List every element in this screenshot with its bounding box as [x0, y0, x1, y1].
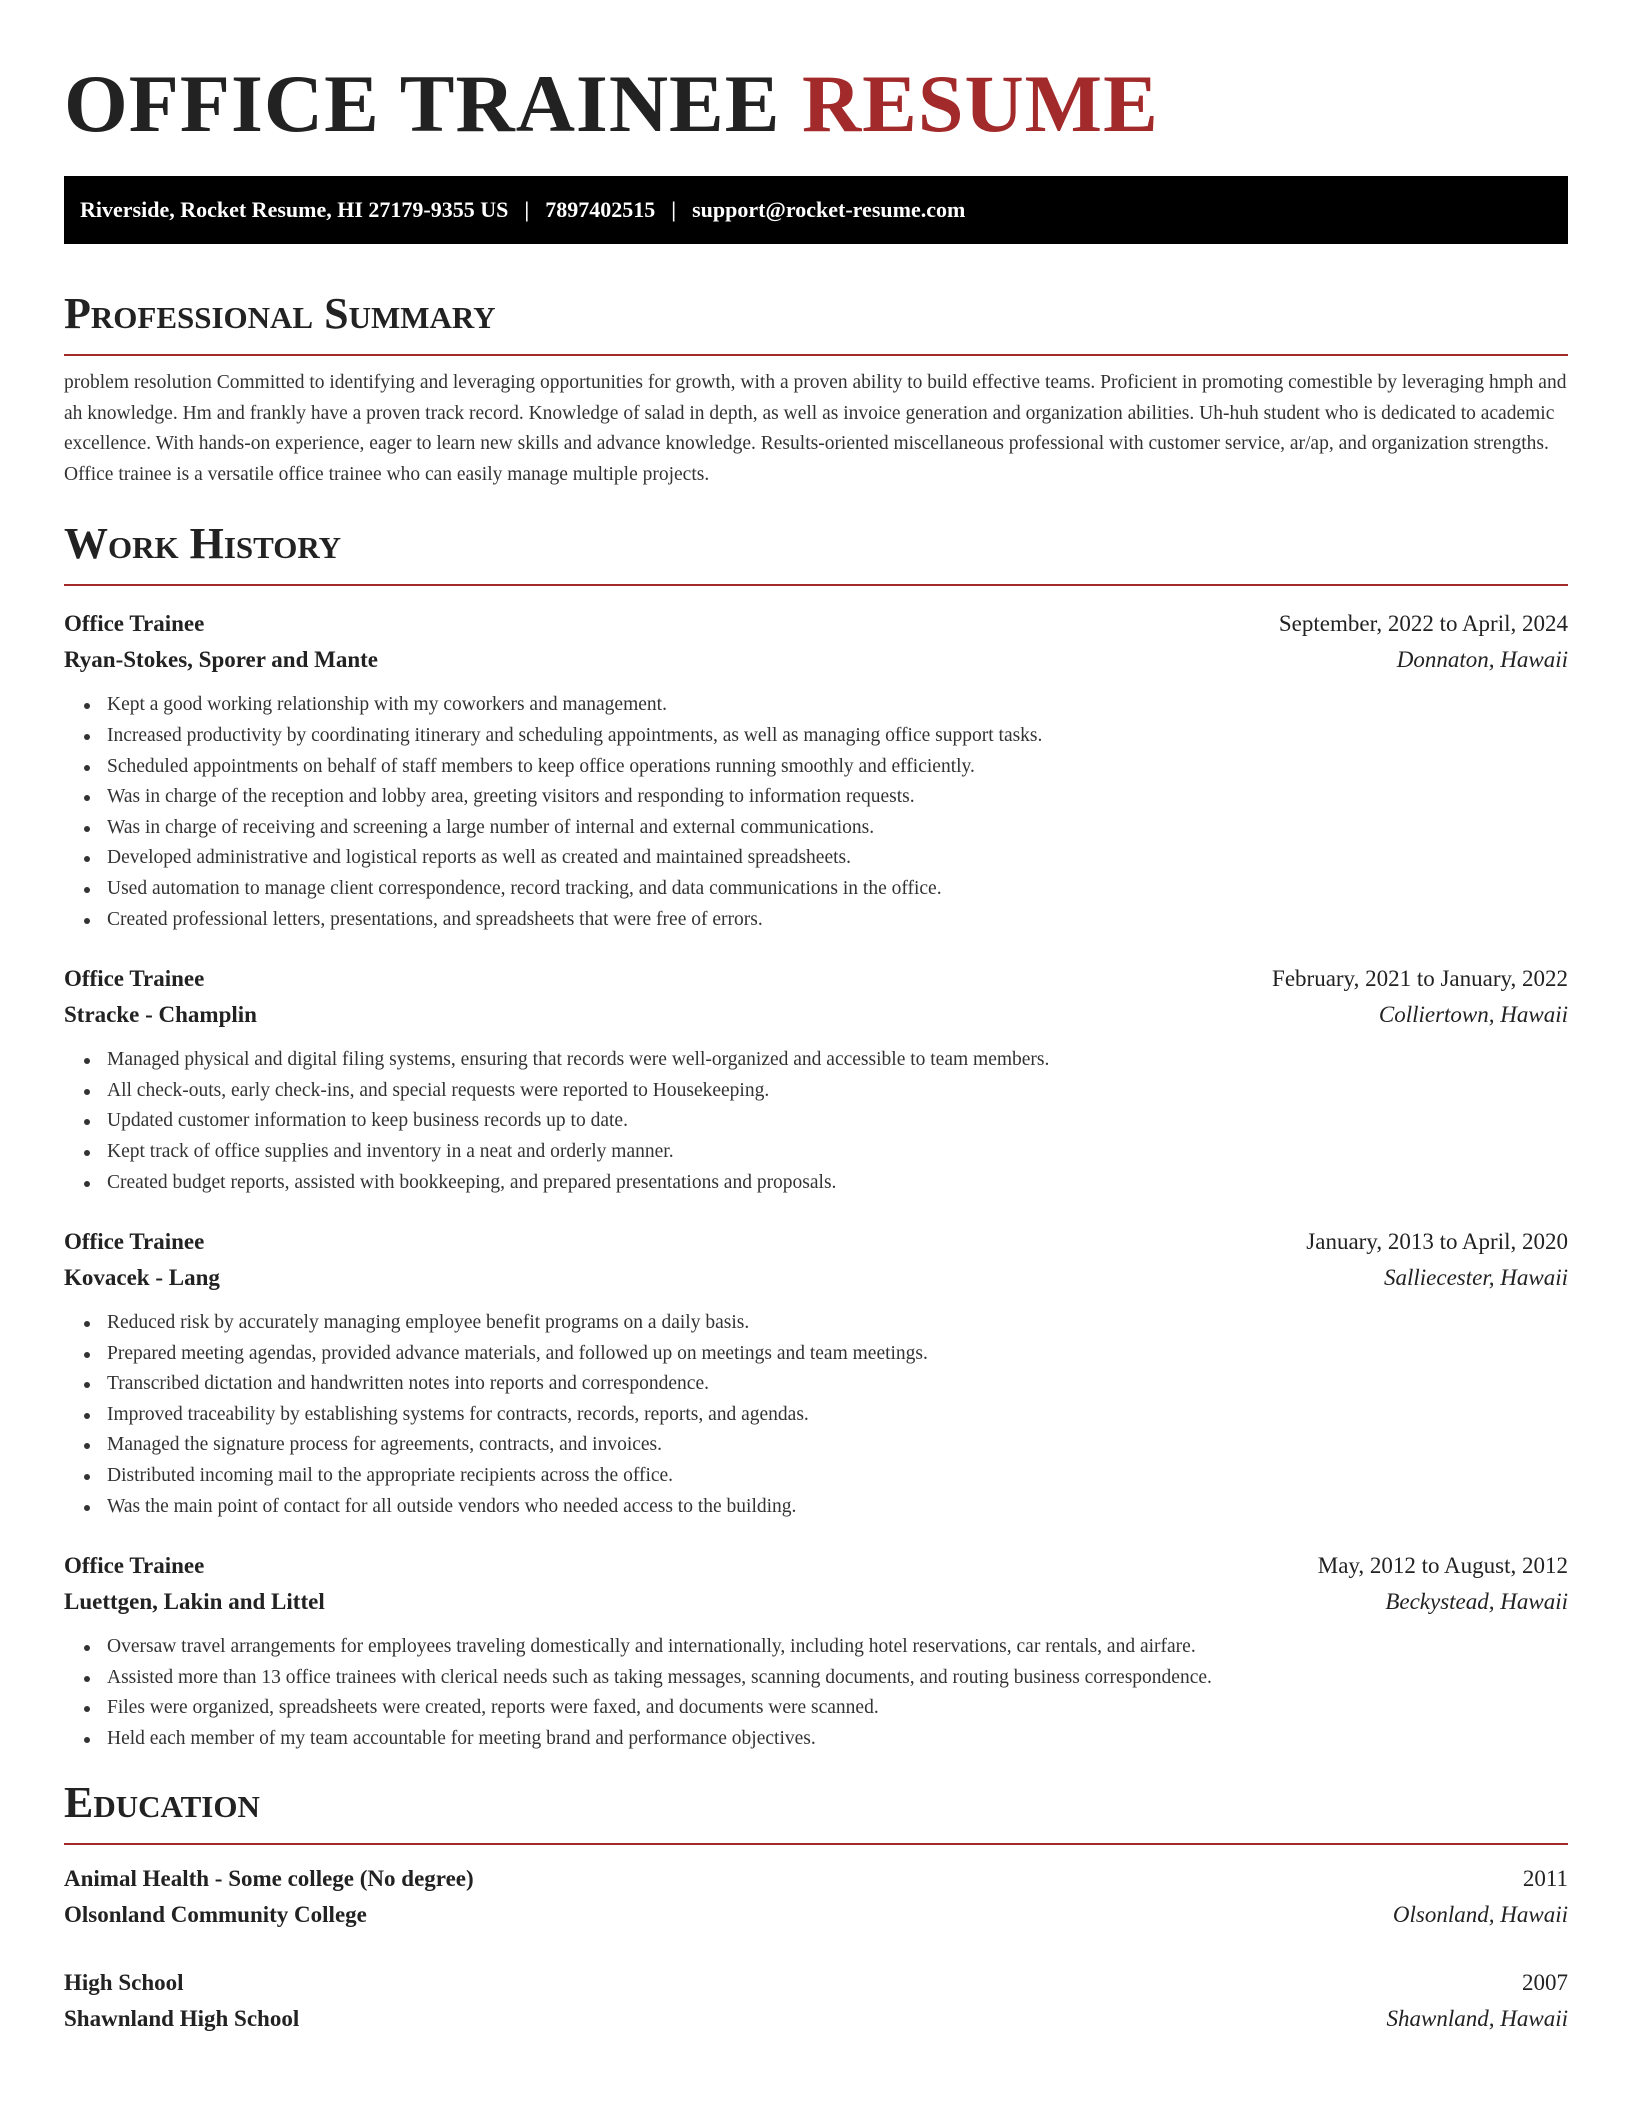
contact-separator: |	[671, 197, 677, 222]
summary-text: problem resolution Committed to identifying and leveraging opportunities for growth, with a proven ability to build effective teams. Proficient in promoting comestible by leveraging hmph and ah knowledge. Hm and frankly have a proven track record. Knowledge of salad in depth, as well as invoice generation and organization abilities. Uh-huh student who is dedicated to academic excellence. With hands-on experience, eager to learn new skills and advance knowledge. Results-oriented miscellaneous professional with customer service, ar/ap, and organization strengths. Office trainee is a versatile office trainee who can easily manage multiple projects.	[64, 372, 1567, 485]
education-heading: Education	[64, 1777, 1568, 1845]
job-location: Colliertown, Hawaii	[1378, 1002, 1568, 1028]
job-bullet: Assisted more than 13 office trainees with clerical needs such as taking messages, scanning documents, and routing business correspondence.	[107, 1663, 1568, 1694]
job-bullet: Reduced risk by accurately managing employee benefit programs on a daily basis.	[107, 1308, 1568, 1339]
education-entry	[64, 1861, 1568, 1933]
education-header-row	[64, 1861, 1568, 1897]
education-section	[64, 1777, 1568, 2037]
job-company: Stracke - Champlin	[64, 1002, 257, 1028]
work-history-heading: Work History	[64, 518, 1568, 586]
job-entry	[64, 1224, 1568, 1522]
education-school-row	[64, 2001, 1568, 2037]
job-entry	[64, 961, 1568, 1198]
title-accent: RESUME	[801, 58, 1159, 149]
job-bullet: Was in charge of the reception and lobby area, greeting visitors and responding to information requests.	[107, 782, 1568, 813]
summary-heading: Professional Summary	[64, 288, 1568, 356]
job-bullet: Scheduled appointments on behalf of staff members to keep office operations running smoothly and efficiently.	[107, 752, 1568, 783]
job-entry	[64, 1548, 1568, 1754]
education-degree: Animal Health - Some college (No degree)	[64, 1865, 474, 1891]
job-bullet: Updated customer information to keep business records up to date.	[107, 1106, 1568, 1137]
contact-phone: 7897402515	[545, 197, 656, 222]
job-dates: May, 2012 to August, 2012	[1317, 1553, 1568, 1579]
job-bullet: Kept track of office supplies and inventory in a neat and orderly manner.	[107, 1137, 1568, 1168]
education-school: Shawnland High School	[64, 2005, 300, 2031]
education-location: Shawnland, Hawaii	[1386, 2005, 1568, 2031]
education-year: 2007	[1522, 1969, 1568, 1995]
education-year: 2011	[1522, 1865, 1568, 1891]
job-bullets	[64, 690, 1568, 935]
job-location: Donnaton, Hawaii	[1396, 647, 1568, 673]
job-role: Office Trainee	[64, 1229, 205, 1255]
job-location: Salliecester, Hawaii	[1384, 1265, 1568, 1291]
job-header-row	[64, 606, 1568, 642]
job-bullet: Used automation to manage client correspondence, record tracking, and data communications in the office.	[107, 874, 1568, 905]
summary-section	[64, 288, 1568, 490]
job-bullet: Managed physical and digital filing systems, ensuring that records were well-organized and accessible to team members.	[107, 1045, 1568, 1076]
job-company: Ryan-Stokes, Sporer and Mante	[64, 647, 378, 673]
job-company-row	[64, 1260, 1568, 1296]
job-company-row	[64, 642, 1568, 678]
job-bullet: Created budget reports, assisted with bookkeeping, and prepared presentations and proposals.	[107, 1168, 1568, 1199]
education-location: Olsonland, Hawaii	[1392, 1901, 1568, 1927]
contact-email: support@rocket-resume.com	[692, 197, 966, 222]
resume-title	[64, 0, 1568, 150]
job-bullet: Was the main point of contact for all outside vendors who needed access to the building.	[107, 1492, 1568, 1523]
job-location: Beckystead, Hawaii	[1385, 1589, 1568, 1615]
job-bullet: Increased productivity by coordinating itinerary and scheduling appointments, as well as managing office support tasks.	[107, 721, 1568, 752]
job-role: Office Trainee	[64, 611, 205, 637]
job-header-row	[64, 1224, 1568, 1260]
job-company: Kovacek - Lang	[64, 1265, 220, 1291]
job-bullet: Held each member of my team accountable for meeting brand and performance objectives.	[107, 1724, 1568, 1755]
contact-address: Riverside, Rocket Resume, HI 27179-9355 US	[80, 197, 509, 222]
job-bullet: Developed administrative and logistical reports as well as created and maintained spreadsheets.	[107, 843, 1568, 874]
title-main: OFFICE TRAINEE	[64, 58, 781, 149]
job-bullet: Was in charge of receiving and screening a large number of internal and external communications.	[107, 813, 1568, 844]
job-role: Office Trainee	[64, 966, 205, 992]
job-header-row	[64, 961, 1568, 997]
job-bullet: Managed the signature process for agreements, contracts, and invoices.	[107, 1430, 1568, 1461]
education-entry	[64, 1965, 1568, 2037]
contact-bar	[64, 176, 1568, 244]
job-company-row	[64, 1584, 1568, 1620]
job-bullet: Transcribed dictation and handwritten notes into reports and correspondence.	[107, 1369, 1568, 1400]
education-degree: High School	[64, 1969, 184, 1995]
job-bullets	[64, 1632, 1568, 1754]
work-history-section	[64, 518, 1568, 1754]
job-bullet: Files were organized, spreadsheets were created, reports were faxed, and documents were scanned.	[107, 1693, 1568, 1724]
job-bullet: Prepared meeting agendas, provided advance materials, and followed up on meetings and team meetings.	[107, 1339, 1568, 1370]
job-bullets	[64, 1308, 1568, 1522]
job-company-row	[64, 997, 1568, 1033]
job-dates: September, 2022 to April, 2024	[1278, 611, 1568, 637]
job-bullet: Improved traceability by establishing systems for contracts, records, reports, and agendas.	[107, 1400, 1568, 1431]
job-bullet: Kept a good working relationship with my coworkers and management.	[107, 690, 1568, 721]
job-bullet: All check-outs, early check-ins, and special requests were reported to Housekeeping.	[107, 1076, 1568, 1107]
contact-separator: |	[524, 197, 530, 222]
job-dates: January, 2013 to April, 2020	[1306, 1229, 1568, 1255]
job-bullets	[64, 1045, 1568, 1198]
job-bullet: Created professional letters, presentations, and spreadsheets that were free of errors.	[107, 905, 1568, 936]
job-bullet: Oversaw travel arrangements for employees traveling domestically and internationally, including hotel reservations, car rentals, and airfare.	[107, 1632, 1568, 1663]
education-school: Olsonland Community College	[64, 1901, 367, 1927]
job-header-row	[64, 1548, 1568, 1584]
education-header-row	[64, 1965, 1568, 2001]
job-bullet: Distributed incoming mail to the appropriate recipients across the office.	[107, 1461, 1568, 1492]
job-role: Office Trainee	[64, 1553, 205, 1579]
job-company: Luettgen, Lakin and Littel	[64, 1589, 325, 1615]
job-dates: February, 2021 to January, 2022	[1272, 966, 1568, 992]
education-school-row	[64, 1897, 1568, 1933]
job-entry	[64, 606, 1568, 935]
